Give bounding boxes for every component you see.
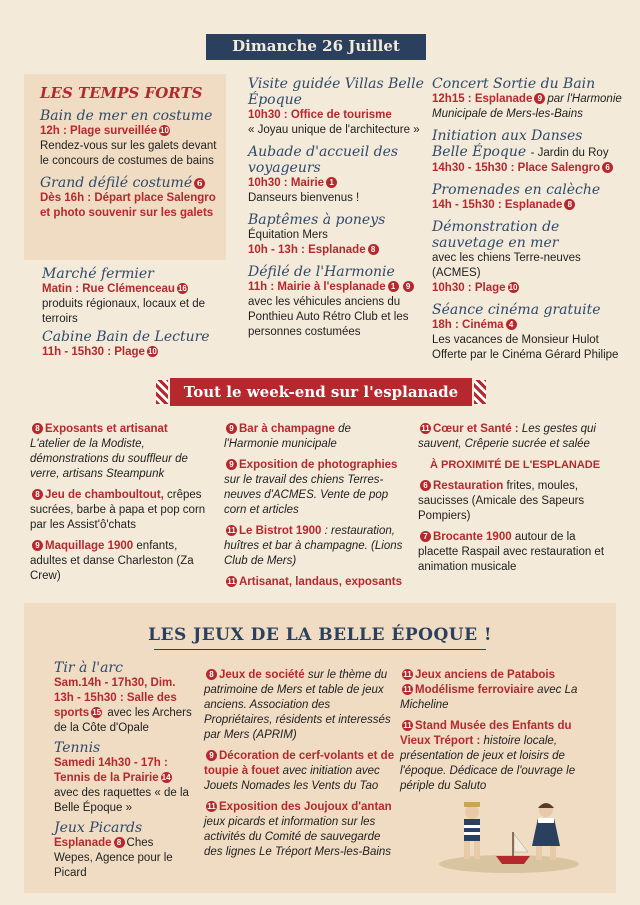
program-column-3 <box>432 76 622 363</box>
danses-sub: - Jardin du Roy <box>530 147 609 159</box>
location-marker: 10 <box>147 347 157 356</box>
harmonie-title: Défilé de l'Harmonie <box>248 264 395 280</box>
picards-desc: Ches Wepes, Agence pour le Picard <box>54 837 173 879</box>
aubade-place: 10h30 : Mairie <box>248 177 325 189</box>
proximite-heading: À PROXIMITÉ DE L'ESPLANADE <box>430 459 601 471</box>
location-marker: 8 <box>114 837 125 848</box>
marche-desc: produits régionaux, locaux et de terroirs <box>42 298 206 325</box>
list-item: 9 Exposition de photographies sur le travail des chiens Terres-neuves d'ACMES. Vente de pop corn et articles <box>224 459 398 516</box>
picards-title: Jeux Picards <box>54 820 143 836</box>
marche-place: Matin : Rue Clémenceau <box>42 283 175 295</box>
location-marker: 8 <box>564 199 575 210</box>
list-item: 9 Décoration de cerf-volants et de toupie à fouet avec initiation avec Jouets Nomades les Vents du Tao <box>204 750 395 792</box>
header-banner <box>196 34 436 60</box>
tennis-place: Samedi 14h30 - 17h : Tennis de la Prairie <box>54 757 168 784</box>
location-marker: 1 <box>388 281 399 292</box>
baptemes-place: 10h - 13h : Esplanade <box>248 244 366 256</box>
visite-place: 10h30 : Office de tourisme <box>248 109 392 121</box>
weekend-column-3 <box>418 422 614 581</box>
tennis-desc: avec des raquettes « de la Belle Époque » <box>54 787 189 814</box>
marche-section <box>42 266 230 360</box>
jeux-title: LES JEUX DE LA BELLE ÉPOQUE ! <box>148 625 492 645</box>
caleche-title: Promenades en calèche <box>432 182 601 198</box>
page-title: Dimanche 26 Juillet <box>232 37 400 55</box>
bain-place: 12h : Plage surveillée <box>40 125 157 137</box>
location-marker: 16 <box>177 284 187 293</box>
cabine-title: Cabine Bain de Lecture <box>42 329 210 345</box>
harmonie-desc: avec les véhicules anciens du Ponthieu Auto Rétro Club et les personnes costumées <box>248 296 409 338</box>
location-marker: 9 <box>403 281 414 292</box>
bain-title: Bain de mer en costume <box>40 108 213 124</box>
weekend-column-1 <box>30 422 208 590</box>
tir-place: Sam.14h - 17h30, Dim. 13h - 15h30 : Salle des sports <box>54 677 177 719</box>
baptemes-title: Baptêmes à poneys <box>248 212 386 228</box>
harmonie-place: 11h : Mairie à l'esplanade <box>248 281 386 293</box>
baptemes-sub: Équitation Mers <box>248 229 328 241</box>
list-item: 11 Cœur et Santé : Les gestes qui sauvent, Crêperie sucrée et salée <box>418 423 596 450</box>
visite-desc: « Joyau unique de l'architecture » <box>248 124 420 136</box>
cabine-place: 11h - 15h30 : Plage <box>42 346 145 358</box>
temps-forts-title: LES TEMPS FORTS <box>40 84 203 102</box>
list-item: 11 Modélisme ferroviaire avec La Micheline <box>400 684 578 711</box>
location-marker: 15 <box>92 708 102 717</box>
location-marker: 4 <box>506 319 517 330</box>
jeux-column-1 <box>54 660 194 881</box>
aubade-desc: Danseurs bienvenus ! <box>248 192 360 204</box>
cinema-desc: Les vacances de Monsieur Hulot Offerte par le Cinéma Gérard Philipe <box>432 334 619 361</box>
concert-place: 12h15 : Esplanade <box>432 93 533 105</box>
list-item: 11 Jeux anciens de Patabois <box>403 669 555 681</box>
concert-desc: par l'Harmonie Municipale de Mers-les-Bains <box>432 93 622 120</box>
danses-title: Initiation aux Danses Belle Époque <box>432 128 583 160</box>
concert-title: Concert Sortie du Bain <box>432 76 596 92</box>
tennis-title: Tennis <box>54 740 101 756</box>
list-item: 11 Le Bistrot 1900 : restauration, huîtres et bar à champagne. (Lions Club de Mers) <box>224 525 403 567</box>
defile-place: Dès 16h : Départ place Salengro et photo souvenir sur les galets <box>40 192 216 219</box>
location-marker: 10 <box>160 126 169 135</box>
location-marker: 9 <box>534 93 545 104</box>
marche-title: Marché fermier <box>42 266 154 282</box>
picards-place: Esplanade <box>54 837 112 849</box>
location-marker: 1 <box>326 177 337 188</box>
list-item: 8 Exposants et artisanat L'atelier de la Modiste, démonstrations du souffleur de verre, artisans Steampunk <box>30 423 188 480</box>
location-marker: 6 <box>194 178 205 189</box>
sauvetage-place: 10h30 : Plage <box>432 282 506 294</box>
list-item: 6 Restauration frites, moules, saucisses (Amicale des Sapeurs Pompiers) <box>418 480 585 522</box>
list-item: 11 Stand Musée des Enfants du Vieux Tréport : histoire locale, présentation de jeux et loisirs de l'époque. Dédicace de l'ouvrage le périple du Saluto <box>400 720 576 792</box>
sauvetage-title: Démonstration de sauvetage en mer <box>432 219 560 251</box>
weekend-title: Tout le week-end sur l'esplanade <box>183 383 459 401</box>
location-marker: 6 <box>602 162 613 173</box>
location-marker: 8 <box>368 244 379 255</box>
program-column-2 <box>248 76 424 340</box>
children-illustration <box>434 794 584 874</box>
list-item: 8 Jeu de chamboultout, crêpes sucrées, barbe à papa et pop corn par les Assist'ô'chats <box>30 489 206 531</box>
list-item: 8 Jeux de société sur le thème du patrimoine de Mers et table de jeux anciens. Association des Propriétaires, résidents et interessés par Mers (APRIM) <box>204 669 391 741</box>
sauvetage-sub: avec les chiens Terre-neuves (ACMES) <box>432 252 581 279</box>
cinema-title: Séance cinéma gratuite <box>432 302 601 318</box>
list-item: 11 Exposition des Joujoux d'antan jeux picards et information sur les activités du Comité de sauvegarde des lignes Le Tréport Mers-les-Bains <box>204 801 392 858</box>
list-item: 7 Brocante 1900 autour de la placette Raspail avec restauration et animation musicale <box>418 531 605 573</box>
tir-title: Tir à l'arc <box>54 660 123 676</box>
bain-desc: Rendez-vous sur les galets devant le concours de costumes de bains <box>40 140 217 167</box>
weekend-column-2 <box>224 422 404 596</box>
jeux-column-2 <box>204 668 400 866</box>
weekend-banner <box>156 378 486 408</box>
danses-place: 14h30 - 15h30 : Place Salengro <box>432 162 601 174</box>
tir-desc: avec les Archers de la Côte d'Opale <box>54 707 192 734</box>
caleche-place: 14h - 15h30 : Esplanade <box>432 199 563 211</box>
aubade-title: Aubade d'accueil des voyageurs <box>248 144 399 176</box>
location-marker: 14 <box>161 773 171 782</box>
temps-forts <box>40 84 220 221</box>
cinema-place: 18h : Cinéma <box>432 319 504 331</box>
list-item: 11 Artisanat, landaus, exposants <box>227 576 402 588</box>
defile-title: Grand défilé costumé <box>40 175 193 191</box>
list-item: 9 Maquillage 1900 enfants, adultes et danse Charleston (Za Crew) <box>30 540 194 582</box>
jeux-column-3 <box>400 668 600 800</box>
location-marker: 10 <box>508 283 518 292</box>
visite-title: Visite guidée Villas Belle Époque <box>248 76 424 108</box>
list-item: 9 Bar à champagne de l'Harmonie municipale <box>224 423 351 450</box>
